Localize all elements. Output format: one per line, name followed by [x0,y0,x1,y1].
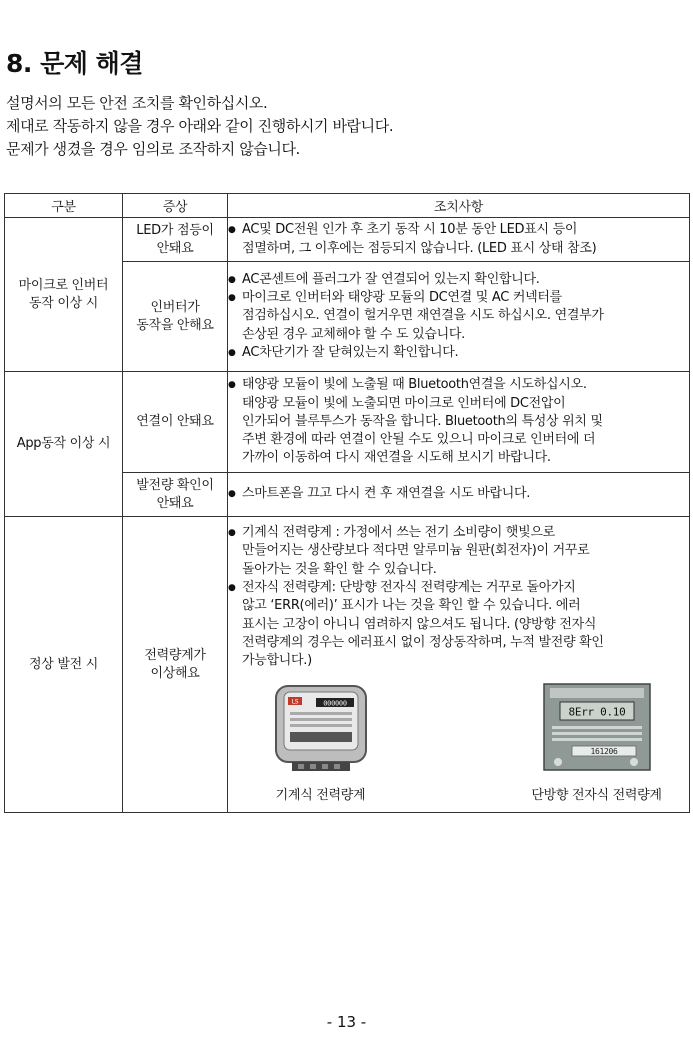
electronic-meter-illustration [542,682,652,774]
table-row [5,517,690,813]
meter-caption: 단방향 전자식 전력량계 [531,787,662,803]
meter-display: 8Err 0.10 [568,705,625,719]
action-item [228,344,689,362]
section-title: 8. 문제 해결 [6,49,143,78]
symptom-cell [123,372,228,473]
action-line: 만들어지는 생산량보다 적다면 알루미늄 원판(회전자)이 거꾸로 [242,543,590,559]
action-line: 표시는 고장이 아니니 염려하지 않으셔도 됩니다. (양방향 전자식 [242,616,597,632]
symptom-line: 안돼요 [156,240,194,256]
category-line: 정상 발전 시 [29,656,98,672]
symptom-line: 연결이 안돼요 [136,414,214,429]
symptom-cell [123,218,228,262]
action-line: ● AC콘센트에 플러그가 잘 연결되어 있는지 확인합니다. [242,271,540,287]
symptom-line: 인버터가 [150,299,200,315]
intro-line: 설명서의 모든 안전 조치를 확인하십시오. [6,94,268,112]
action-item [228,376,689,467]
action-item [228,221,689,258]
symptom-line: 동작을 안해요 [136,317,214,333]
category-cell [5,218,123,372]
meter-serial: 161206 [589,747,618,757]
action-line: 인가되어 블루투스가 동작을 합니다. Bluetooth의 특성상 위치 및 [242,413,603,429]
action-item [228,289,689,344]
symptom-cell [123,262,228,372]
action-cell [228,473,690,517]
electronic-meter-figure [504,682,689,805]
mechanical-meter-illustration [272,682,370,774]
mechanical-meter-figure [228,682,413,805]
category-line: 마이크로 인버터 [18,277,109,293]
action-line: ● 태양광 모듈이 빛에 노출될 때 Bluetooth연결을 시도하십시오. [242,377,587,393]
action-cell [228,372,690,473]
action-line: ● AC차단기가 잘 닫혀있는지 확인합니다. [242,344,459,360]
action-line: ● 전자식 전력량계: 단방향 전자식 전력량계는 거꾸로 돌아가지 [242,579,576,595]
intro-text [6,92,393,161]
table-header-row [5,194,690,218]
action-line: 가능합니다.) [242,653,312,669]
symptom-line: 전력량계가 [144,647,206,663]
action-item [228,579,689,670]
symptom-line: 이상해요 [150,665,200,681]
action-line: 점멸하며, 그 이후에는 점등되지 않습니다. (LED 표시 상태 참조) [242,240,597,256]
action-line: 가까이 이동하여 다시 재연결을 시도해 보시기 바랍니다. [242,450,551,466]
action-line: 태양광 모듈이 빛에 노출되면 마이크로 인버터에 DC전압이 [242,395,566,411]
category-cell [5,372,123,517]
action-line: 전력량계의 경우는 에러표시 없이 정상동작하며, 누적 발전량 확인 [242,634,604,650]
intro-line: 제대로 작동하지 않을 경우 아래와 같이 진행하시기 바랍니다. [6,117,394,135]
action-item [228,524,689,579]
symptom-cell [123,517,228,813]
action-line: 점검하십시오. 연결이 헐거우면 재연결을 시도 하십시오. 연결부가 [242,308,604,324]
action-line: ● 마이크로 인버터와 태양광 모듈의 DC연결 및 AC 커넥터를 [242,290,562,306]
symptom-line: LED가 점등이 [136,222,214,238]
meter-caption: 기계식 전력량계 [275,787,366,803]
symptom-line: 발전량 확인이 [136,477,214,493]
action-line: 주변 환경에 따라 연결이 안될 수도 있으니 마이크로 인버터에 더 [242,432,596,448]
action-line: ● AC및 DC전원 인가 후 초기 동작 시 10분 동안 LED표시 등이 [242,222,578,238]
category-line: App동작 이상 시 [16,436,111,451]
action-cell [228,218,690,262]
table-row [5,218,690,262]
header-symptom: 증상 [123,194,228,218]
action-cell [228,517,690,813]
meter-brand: LS [291,698,298,706]
table-row [5,372,690,473]
meter-dial: 000000 [322,699,347,708]
meter-images [228,682,689,805]
symptom-cell [123,473,228,517]
action-item [228,485,689,503]
category-cell [5,517,123,813]
category-line: 동작 이상 시 [29,295,98,311]
symptom-line: 안돼요 [156,495,194,511]
action-item [228,271,689,289]
header-action: 조치사항 [228,194,690,218]
action-cell [228,262,690,372]
action-line: ● 기계식 전력량계 : 가정에서 쓰는 전기 소비량이 햇빛으로 [242,525,555,541]
page-number: - 13 - [326,1013,367,1031]
action-line: 않고 ‘ERR(에러)’ 표시가 나는 것을 확인 할 수 있습니다. 에러 [242,598,581,614]
action-line: 돌아가는 것을 확인 할 수 있습니다. [242,561,437,577]
intro-line: 문제가 생겼을 경우 임의로 조작하지 않습니다. [6,140,300,158]
header-category: 구분 [5,194,123,218]
troubleshooting-table [4,193,690,813]
action-line: 손상된 경우 교체해야 할 수 도 있습니다. [242,326,465,342]
action-line: ● 스마트폰을 끄고 다시 켠 후 재연결을 시도 바랍니다. [242,486,531,502]
